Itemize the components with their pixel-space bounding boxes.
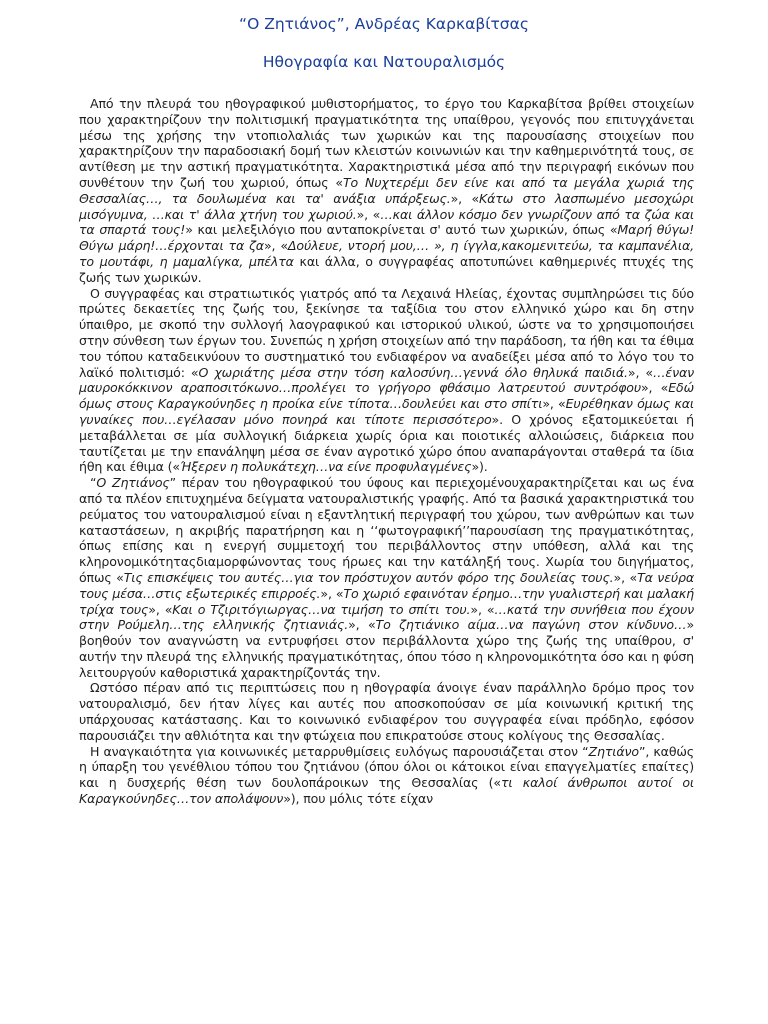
text-run: ». Ο χρόνος εξατομικεύεται ή μεταβάλλεται σε μία συλλογική διάρκεια χωρίς όρια και ποιοτικές αλλοιώσεις, διάρκεια που ταυτίζεται με την επανάληψη μέσα σε έναν αγροτικό χώρο όπου αναπαράγονται σταθερά τα ίδια ήθη και έθιμα (« bbox=[79, 411, 694, 475]
text-run: ”, καθώς η ύπαρξη του γενέθλιου τόπου του ζητιάνου (όπου όλοι οι κάτοικοι είναι επαγγελματίες επαίτες) και η δυσχερής θέση των δουλοπάροικων της Θεσσαλίας (« bbox=[79, 743, 695, 791]
text-run: », « bbox=[263, 238, 288, 254]
text-run: », « bbox=[450, 190, 480, 206]
text-run: », « bbox=[356, 206, 381, 222]
text-run: Η αναγκαιότητα για κοινωνικές μεταρρυθμίσεις ευλόγως παρουσιάζεται στον “ bbox=[90, 743, 589, 759]
quoted-text: Ευρέθηκαν όμως και γυναίκες που…εγέλασαν μόνο πονηρά και τίποτε περισσότερο bbox=[79, 396, 694, 427]
text-run: ” πέραν του ηθογραφικού του ύφους και περιεχομένουχαρακτηρίζεται και ως ένα από τα πλέον επιτυχημένα δείγματα νατουραλιστικής γραφής. Από τα βασικά χαρακτηριστικά του ρεύματος του νατουραλισμού είναι η εξαντλητική περιγραφή του χώρου, των ανθρώπων και των καταστάσεων, η ακριβής παρατήρηση και η ‘‘φωτογραφική’’παρουσίαση της πραγματικότητας, όπως επίσης και η ενεργή συμμετοχή του περιβάλλοντος στην υπόθεση, αλλά και της κληρονομικότηταςδιαμορφώνοντας τους ήρωες και την κατάληξή τους. Χωρία του διηγήματος, όπως « bbox=[79, 475, 694, 585]
text-run: Ωστόσο πέραν από τις περιπτώσεις που η ηθογραφία άνοιγε έναν παράλληλο δρόμο προς τον νατουραλισμό, δεν ήταν λίγες και αυτές που αποσκοπούσαν σε μία κοινωνική κριτική της υπάρχουσας κατάστασης. Και το κοινωνικό ενδιαφέρον του συγγραφέα είναι πρόδηλο, εφόσον παρουσιάζει την αθλιότητα και την φτώχεια που επικρατούσε στους κολίγους της Θεσσαλίας. bbox=[79, 680, 694, 743]
text-run: », « bbox=[641, 380, 669, 396]
paragraph bbox=[79, 744, 694, 807]
quoted-text: …κατά την συνήθεια που έχουν στην Ρούμελη…της ελληνικής ζητιανιάς. bbox=[79, 601, 695, 633]
text-run: »), που μόλις τότε είχαν bbox=[283, 791, 433, 807]
document-title: “Ο Ζητιάνος”, Ανδρέας Καρκαβίτσας bbox=[239, 15, 529, 33]
quoted-text: Ζητιάνο bbox=[588, 743, 639, 759]
text-run: » βοηθούν τον αναγνώστη να εντρυφήσει στον περιβάλλοντα χώρο της ζωής της υπαίθρου, σ' αυτήν την πλευρά της ελληνικής πραγματικότητας, όπου τόσο η κληρονομικότητα όσο και η φύση λειτουργούν καθοριστικά χαρακτηρίζοντάς την. bbox=[79, 617, 694, 680]
text-run: » και μελεξιλόγιο που ανταποκρίνεται σ' αυτό των χωρικών, όπως « bbox=[185, 222, 618, 238]
quoted-text: Δούλευε, ντορή μου,… », η ίγγλα,κακομενιτεύω, τα καμπανέλια, το μουτάφι, η μαμαλίγκα, μπέλτα bbox=[79, 238, 694, 269]
quoted-text: Ο Ζητιάνος bbox=[96, 475, 170, 491]
quoted-text: Το Νυχτερέμι δεν είνε και από τα μεγάλα χωριά της Θεσσαλίας…, τα δουλωμένα και τα' ανάξια υπάρξεως. bbox=[79, 174, 694, 206]
text-run: », « bbox=[348, 617, 376, 633]
paragraph bbox=[79, 96, 694, 286]
paragraph bbox=[79, 286, 694, 476]
document-subtitle: Ηθογραφία και Νατουραλισμός bbox=[262, 53, 506, 71]
quoted-text: Και ο Τζιριτόγιωργας…να τιμήση το σπίτι του. bbox=[172, 601, 471, 617]
text-run: », « bbox=[320, 585, 344, 601]
quoted-text: τι καλοί άνθρωποι αυτοί οι Καραγκούνηδες…τον απολάψουν bbox=[79, 775, 694, 807]
text-run: Ο συγγραφέας και στρατιωτικός γιατρός από τα Λεχαινά Ηλείας, έχοντας συμπληρώσει τις δύο πρώτες δεκαετίες της ζωής του, ξεκίνησε τα ταξίδια του στον ελληνικό χώρο και δη στην ύπαιθρο, με σκοπό την συλλογή λαογραφικού και ιστορικού υλικού, ώστε να το χρησιμοποιήσει στην σύνθεση των έργων του. Συνεπώς η χρήση στοιχείων από την παράδοση, τα ήθη και τα έθιμα του τόπου καταδεικνύουν το συστηματικό του ενδιαφέρον να αναδείξει μέσα από το λόγο του το λαϊκό πολιτισμό: « bbox=[79, 285, 694, 380]
text-run: », « bbox=[470, 601, 495, 617]
text-run: Από την πλευρά του ηθογραφικού μυθιστορήματος, το έργο του Καρκαβίτσα βρίθει στοιχείων που χαρακτηρίζουν την πολιτισμική πραγματικότητα της υπαίθρου, γεγονός που επιτυγχάνεται μέσω της χρήσης την ντοπιολαλιάς των χωρικών και της παρουσίασης στοιχείων που χαρακτηρίζουν την παραδοσιακή δομή των κλειστών κοινωνιών και την καθημερινότητά τους, σε αντίθεση με την αστική πραγματικότητα. Χαρακτηριστικά μέσα από την περιγραφή εικόνων που συνθέτουν την ζωή του χωριού, όπως « bbox=[79, 96, 694, 190]
quoted-text: Ήξερεν η πολυκάτεχη…να είνε προφυλαγμένες bbox=[179, 459, 472, 475]
quoted-text: Μαρή θύγω! Θύγω μάρη!…έρχονται τα ζα bbox=[79, 222, 694, 254]
quoted-text: Ο χωριάτης μέσα στην τόση καλοσύνη…γεννά όλο θηλυκά παιδιά. bbox=[198, 364, 628, 380]
quoted-text: Το χωριό εφαινόταν έρημο…την γυαλιστερή και μαλακή τρίχα τους bbox=[79, 585, 694, 617]
paragraph bbox=[79, 680, 694, 743]
paragraph bbox=[79, 475, 694, 680]
text-run: και άλλα, ο συγγραφέας αποτυπώνει καθημερινές πτυχές της ζωής των χωρικών. bbox=[79, 253, 695, 285]
text-run: », « bbox=[542, 396, 566, 412]
text-run: », « bbox=[148, 601, 173, 617]
text-run: », « bbox=[627, 364, 653, 380]
text-run: », « bbox=[613, 569, 638, 585]
quoted-text: Εδώ όμως στους Καραγκούνηδες η προίκα είνε τίποτα…δουλεύει και στο σπίτι bbox=[79, 380, 694, 412]
quoted-text: Το ζητιάνικο αίμα…να παγώνη στον κίνδυνο… bbox=[375, 617, 687, 633]
quoted-text: Τις επισκέψεις του αυτές…για τον πρόστυχον αυτόν φόρο της δουλείας τους. bbox=[123, 569, 614, 585]
quoted-text: Τα νεύρα τους μέσα…στις εξωτερικές επιρροές. bbox=[79, 569, 694, 601]
text-run: “ bbox=[90, 475, 97, 491]
quoted-text: Κάτω στο λασπωμένο μεσοχώρι μισόγυμνα, …και τ' άλλα χτήνη του χωριού. bbox=[79, 190, 694, 222]
quoted-text: …και άλλον κόσμο δεν γνωρίζουν από τα ζώα και τα σπαρτά τους! bbox=[79, 206, 694, 238]
quoted-text: …έναν μαυροκόκκινον αραποσιτόκωνο…προλέγει το γρήγορο φθάσιμο λατρευτού συντρόφου bbox=[79, 364, 694, 396]
text-run: »). bbox=[471, 459, 488, 475]
document-body bbox=[79, 96, 694, 807]
